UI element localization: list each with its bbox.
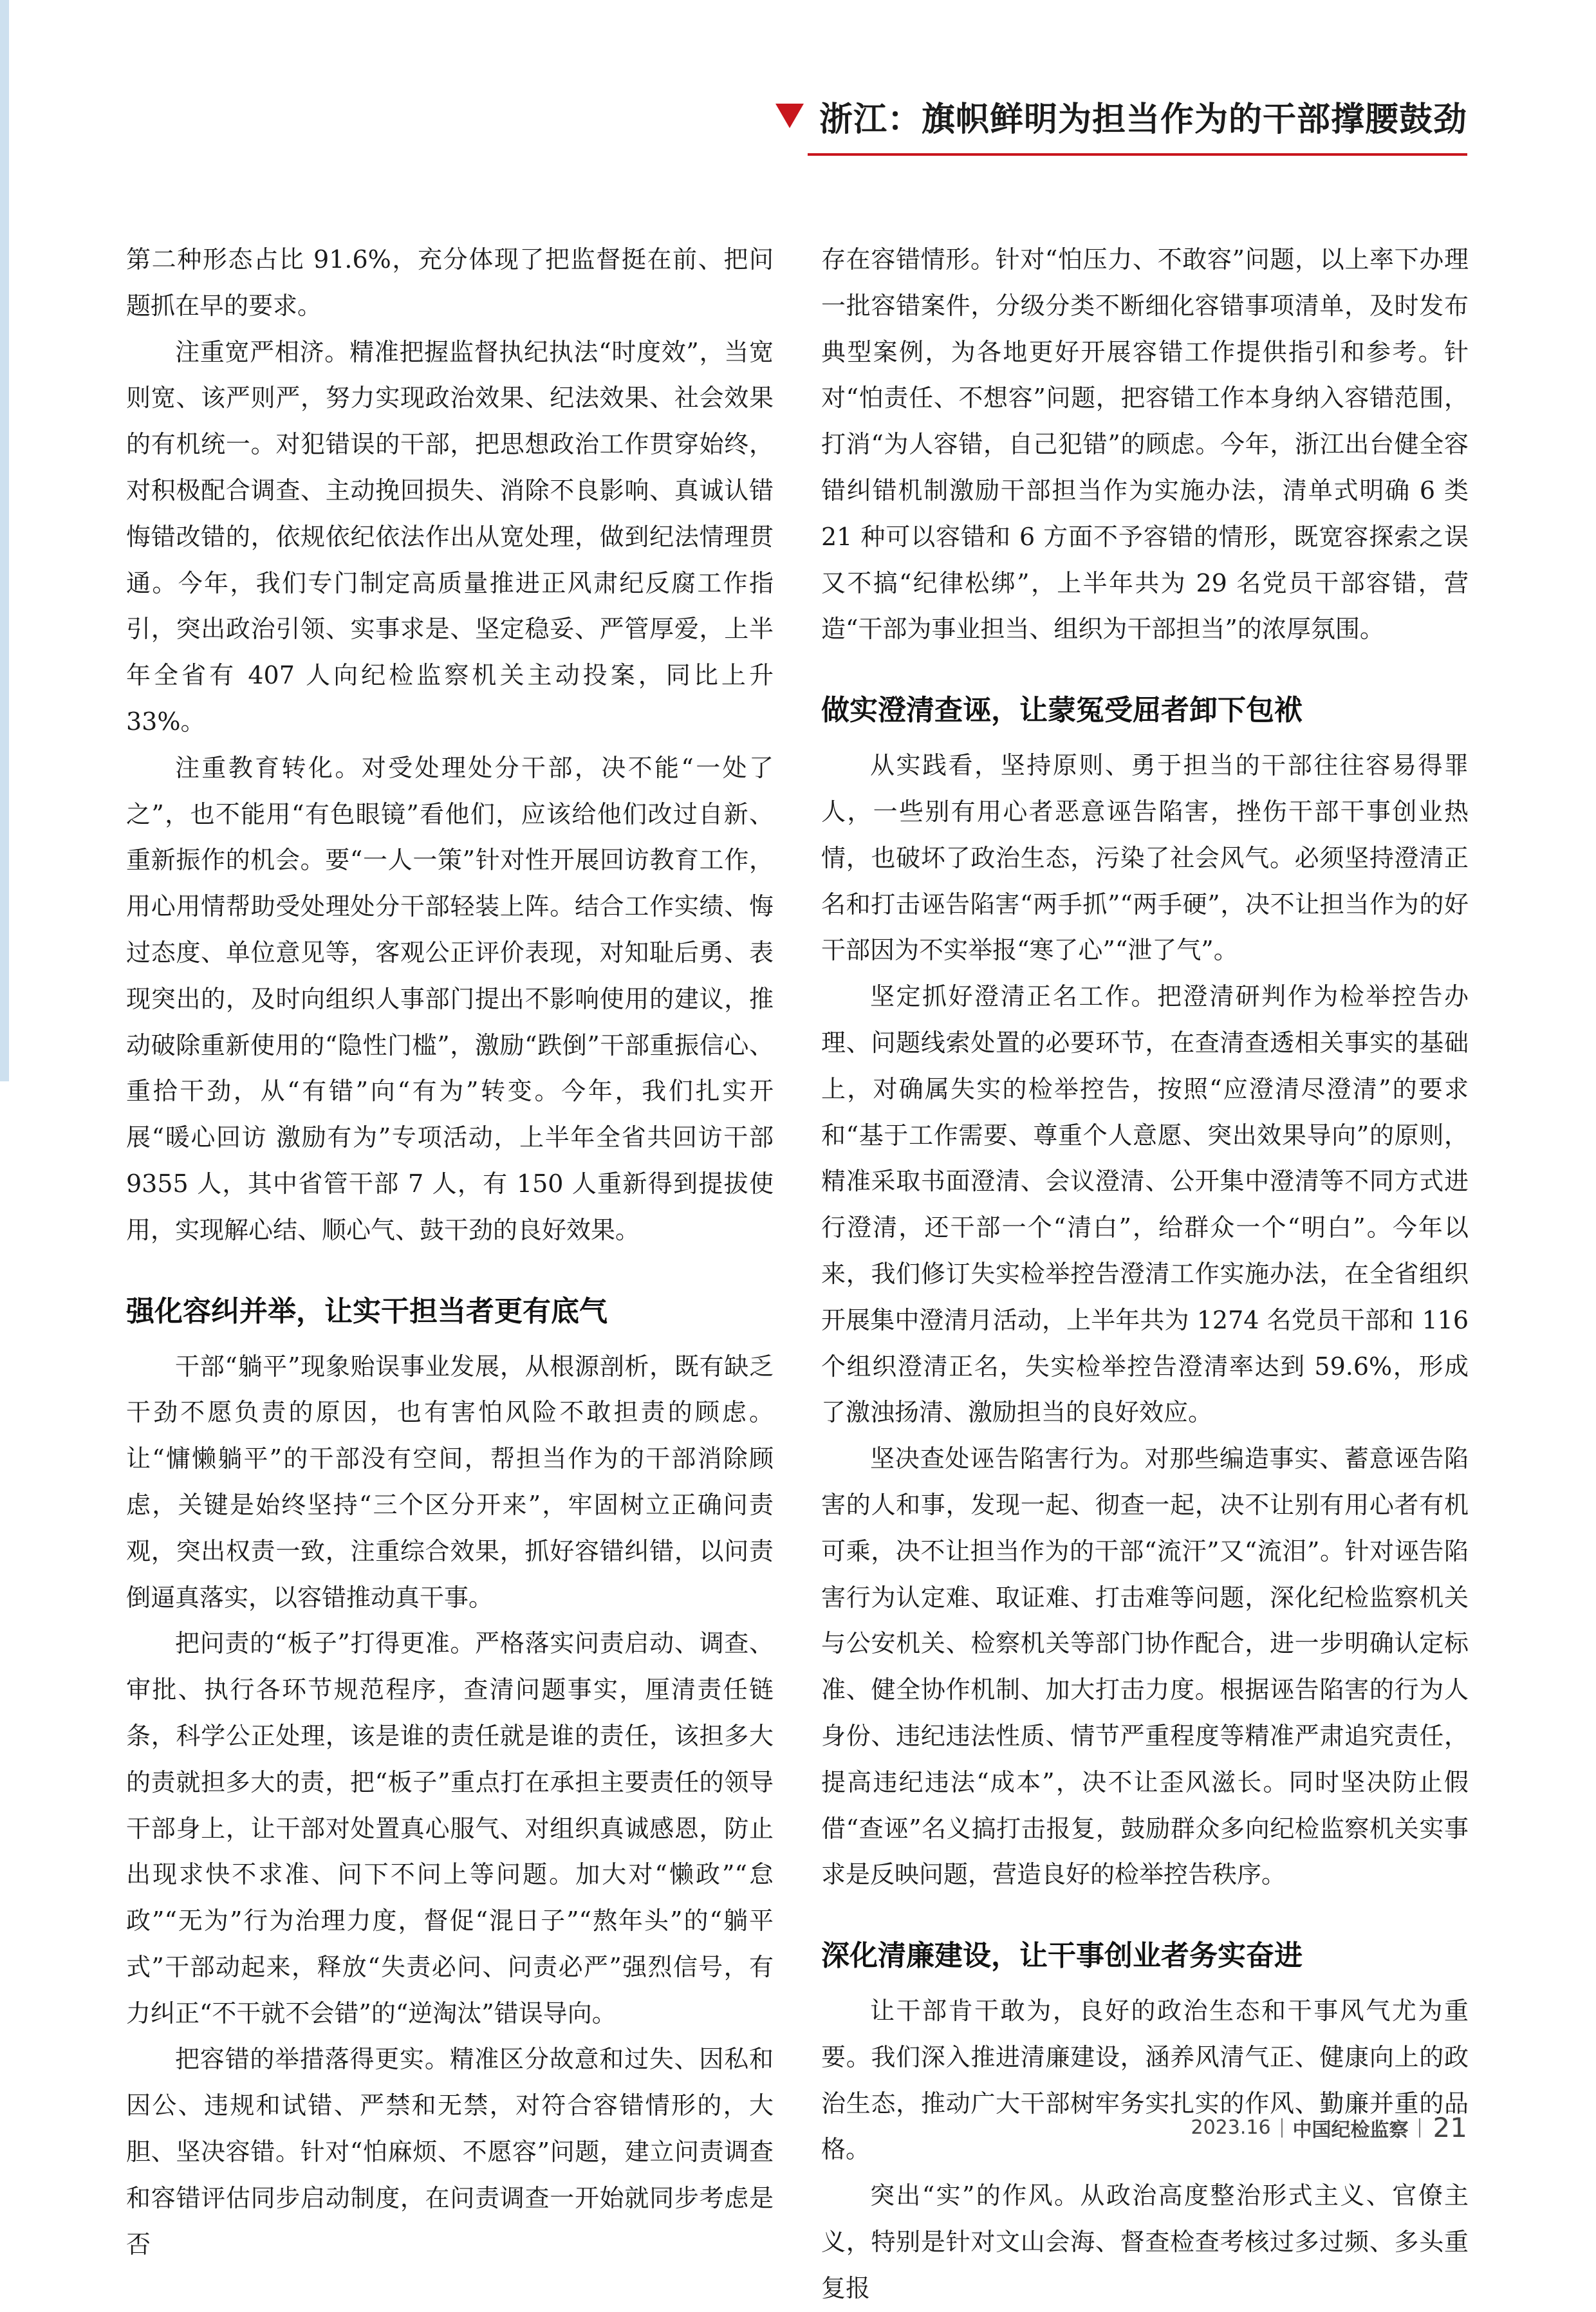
paragraph: 坚定抓好澄清正名工作。把澄清研判作为检举控告办理、问题线索处置的必要环节，在查清查透相关事实的基础上，对确属失实的检举控告，按照“应澄清尽澄清”的要求和“基于工作需要、尊重个人意愿、突出效果导向”的原则，精准采取书面澄清、会议澄清、公开集中澄清等不同方式进行澄清，还干部一个“清白”，给群众一个“明白”。今年以来，我们修订失实检举控告澄清工作实施办法，在全省组织开展集中澄清月活动，上半年共为 1274 名党员干部和 116 个组织澄清正名，失实检举控告澄清率达到 59.6%，形成了激浊扬清、激励担当的良好效应。 (821, 982, 1469, 1427)
paragraph: 干部“躺平”现象贻误事业发展，从根源剖析，既有缺乏干劲不愿负责的原因，也有害怕风险不敢担责的顾虑。让“慵懒躺平”的干部没有空间，帮担当作为的干部消除顾虑，关键是始终坚持“三个区分开来”，牢固树立正确问责观，突出权责一致，注重综合效果，抓好容错纠错，以问责倒逼真落实，以容错推动真干事。 (126, 1352, 774, 1612)
page-edge-band (0, 0, 9, 1081)
page-number: 21 (1433, 2112, 1467, 2143)
running-header (775, 90, 1467, 142)
section-heading: 强化容纠并举，让实干担当者更有底气 (126, 1294, 608, 1328)
left-column (126, 237, 774, 2268)
paragraph: 注重宽严相济。精准把握监督执纪执法“时度效”，当宽则宽、该严则严，努力实现政治效果、纪法效果、社会效果的有机统一。对犯错误的干部，把思想政治工作贯穿始终，对积极配合调查、主动挽回损失、消除不良影响、真诚认错悔错改错的，依规依纪依法作出从宽处理，做到纪法情理贯通。今年，我们专门制定高质量推进正风肃纪反腐工作指引，突出政治引领、实事求是、坚定稳妥、严管厚爱，上半年全省有 407 人向纪检监察机关主动投案，同比上升 33%。 (126, 337, 774, 736)
header-rule (808, 153, 1467, 156)
right-column (821, 237, 1469, 2312)
paragraph: 把容错的举措落得更实。精准区分故意和过失、因私和因公、违规和试错、严禁和无禁，对符合容错情形的，大胆、坚决容错。针对“怕麻烦、不愿容”问题，建立问责调查和容错评估同步启动制度，在问责调查一开始就同步考虑是否 (126, 2045, 774, 2259)
paragraph: 第二种形态占比 91.6%，充分体现了把监督挺在前、把问题抓在早的要求。 (126, 245, 774, 320)
magazine-name: 中国纪检监察 (1292, 2118, 1409, 2141)
header-title: 浙江：旗帜鲜明为担当作为的干部撑腰鼓劲 (819, 100, 1467, 139)
paragraph: 从实践看，坚持原则、勇于担当的干部往往容易得罪人，一些别有用心者恶意诬告陷害，挫伤干部干事创业热情，也破坏了政治生态，污染了社会风气。必须坚持澄清正名和打击诬告陷害“两手抓”“两手硬”，决不让担当作为的好干部因为不实举报“寒了心”“泄了气”。 (821, 751, 1469, 965)
section-heading: 做实澄清查诬，让蒙冤受屈者卸下包袱 (821, 694, 1303, 727)
paragraph: 存在容错情形。针对“怕压力、不敢容”问题，以上率下办理一批容错案件，分级分类不断细化容错事项清单，及时发布典型案例，为各地更好开展容错工作提供指引和参考。针对“怕责任、不想容”问题，把容错工作本身纳入容错范围，打消“为人容错，自己犯错”的顾虑。今年，浙江出台健全容错纠错机制激励干部担当作为实施办法，清单式明确 6 类 21 种可以容错和 6 方面不予容错的情形，既宽容探索之误又不搞“纪律松绑”，上半年共为 29 名党员干部容错，营造“干部为事业担当、组织为干部担当”的浓厚氛围。 (821, 245, 1469, 644)
issue-number: 2023.16 (1191, 2116, 1271, 2139)
paragraph: 让干部肯干敢为，良好的政治生态和干事风气尤为重要。我们深入推进清廉建设，涵养风清气正、健康向上的政治生态，推动广大干部树牢务实扎实的作风、勤廉并重的品格。 (821, 1997, 1469, 2164)
section-heading: 深化清廉建设，让干事创业者务实奋进 (821, 1939, 1303, 1973)
triangle-down-icon (775, 104, 804, 128)
paragraph: 突出“实”的作风。从政治高度整治形式主义、官僚主义，特别是针对文山会海、督查检查考核过多过频、多头重复报 (821, 2181, 1469, 2302)
footer-divider (1281, 2118, 1283, 2138)
paragraph: 注重教育转化。对受处理处分干部，决不能“一处了之”，也不能用“有色眼镜”看他们，应该给他们改过自新、重新振作的机会。要“一人一策”针对性开展回访教育工作，用心用情帮助受处理处分干部轻装上阵。结合工作实绩、悔过态度、单位意见等，客观公正评价表现，对知耻后勇、表现突出的，及时向组织人事部门提出不影响使用的建议，推动破除重新使用的“隐性门槛”，激励“跌倒”干部重振信心、重拾干劲，从“有错”向“有为”转变。今年，我们扎实开展“暖心回访 激励有为”专项活动，上半年全省共回访干部 9355 人，其中省管干部 7 人，有 150 人重新得到提拔使用，实现解心结、顺心气、鼓干劲的良好效果。 (126, 753, 774, 1244)
paragraph: 把问责的“板子”打得更准。严格落实问责启动、调查、审批、执行各环节规范程序，查清问题事实，厘清责任链条，科学公正处理，该是谁的责任就是谁的责任，该担多大的责就担多大的责，把“板子”重点打在承担主要责任的领导干部身上，让干部对处置真心服气、对组织真诚感恩，防止出现求快不求准、问下不问上等问题。加大对“懒政”“怠政”“无为”行为治理力度，督促“混日子”“熬年头”的“躺平式”干部动起来，释放“失责必问、问责必严”强烈信号，有力纠正“不干就不会错”的“逆淘汰”错误导向。 (126, 1629, 774, 2028)
page-footer (1191, 2112, 1467, 2143)
paragraph: 坚决查处诬告陷害行为。对那些编造事实、蓄意诬告陷害的人和事，发现一起、彻查一起，决不让别有用心者有机可乘，决不让担当作为的干部“流汗”又“流泪”。针对诬告陷害行为认定难、取证难、打击难等问题，深化纪检监察机关与公安机关、检察机关等部门协作配合，进一步明确认定标准、健全协作机制、加大打击力度。根据诬告陷害的行为人身份、违纪违法性质、情节严重程度等精准严肃追究责任，提高违纪违法“成本”，决不让歪风滋长。同时坚决防止假借“查诬”名义搞打击报复，鼓励群众多向纪检监察机关实事求是反映问题，营造良好的检举控告秩序。 (821, 1444, 1469, 1889)
footer-divider (1419, 2118, 1420, 2138)
